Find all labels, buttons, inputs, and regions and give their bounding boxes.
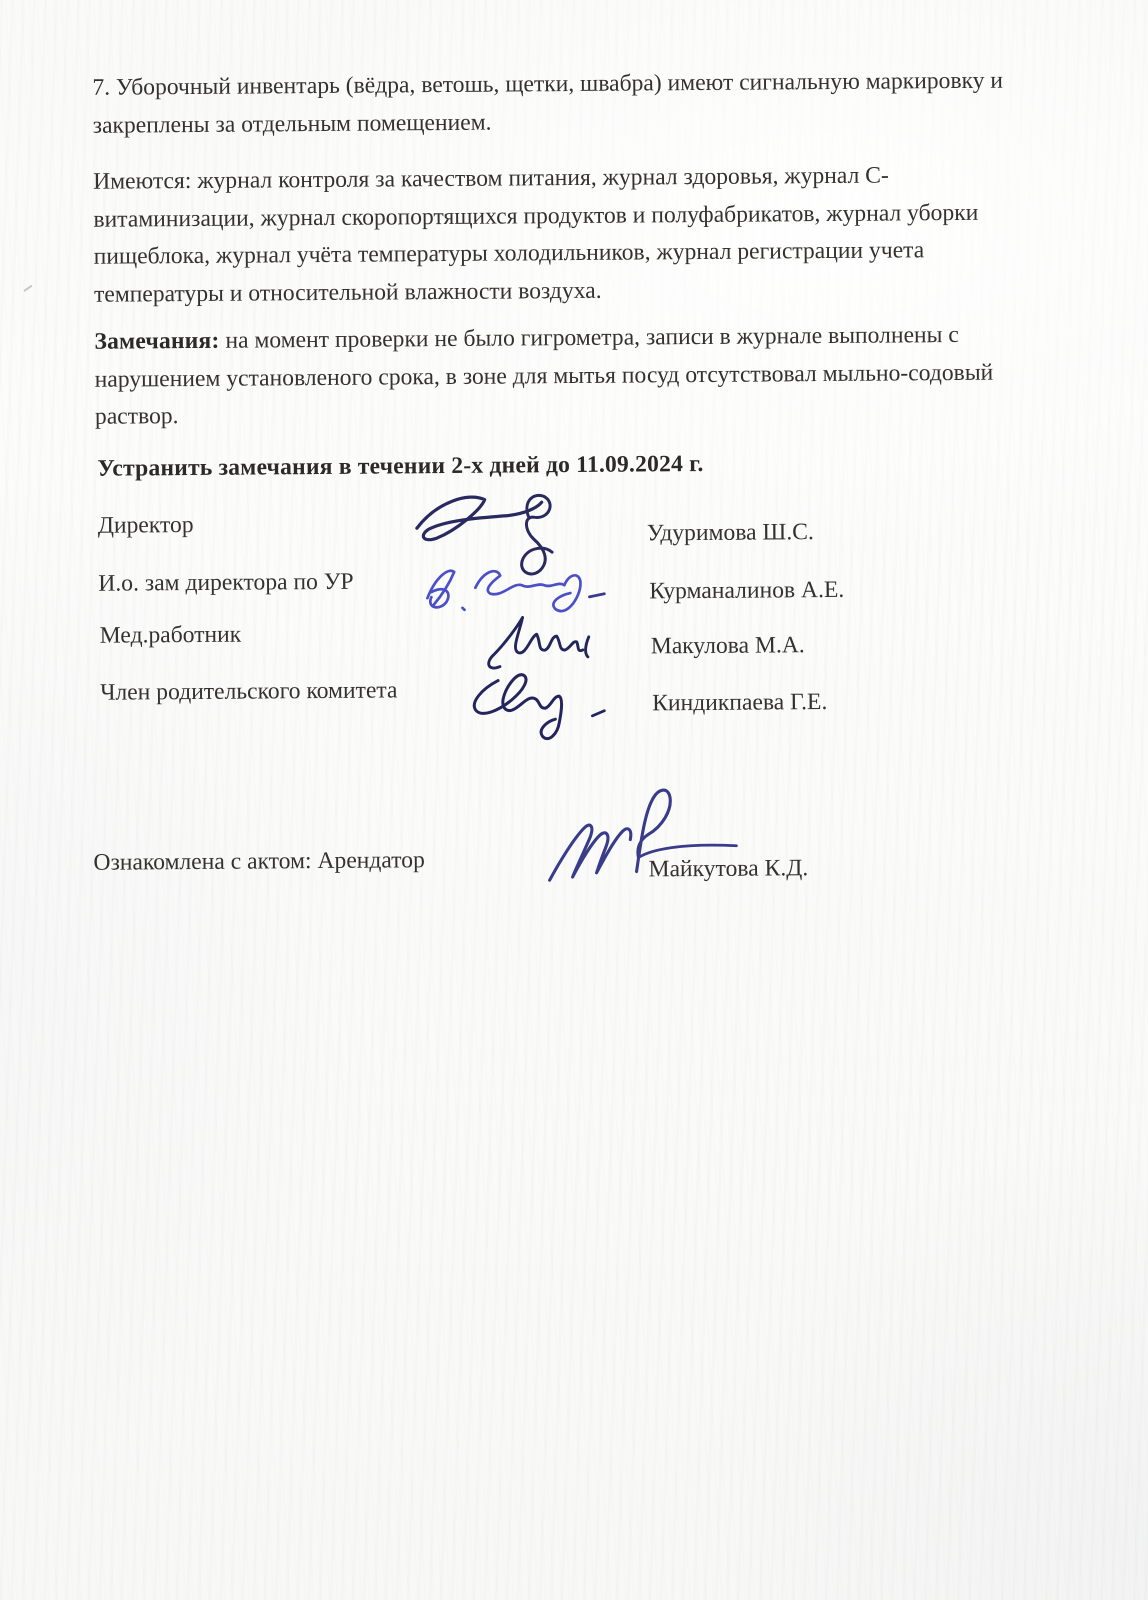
signatory-role: И.о. зам директора по УР (98, 568, 354, 597)
signatory-name: Макулова М.А. (650, 632, 805, 660)
signatory-name: Курманалинов А.Е. (649, 576, 845, 605)
paper-speck (23, 285, 32, 292)
signatory-role: Член родительского комитета (100, 677, 398, 706)
paragraph-item-7 (92, 63, 1003, 145)
signature-parent-committee (462, 652, 619, 745)
paragraph-remarks (94, 317, 993, 437)
acknowledgement-label: Ознакомлена с актом: Арендатор (93, 847, 425, 876)
remarks-label: Замечания: (94, 327, 220, 355)
paragraph-journals (93, 157, 979, 314)
signatory-name: Киндикпаева Г.Е. (652, 689, 828, 717)
signatory-role: Мед.работник (99, 621, 242, 649)
acknowledgement-name: Майкутова К.Д. (648, 855, 809, 883)
signatory-name: Удуримова Ш.С. (646, 519, 814, 547)
text-line: пищеблока, журнал учёта температуры холодильников, журнал регистрации учета (93, 237, 925, 270)
text-line: нарушением установленого срока, в зоне для мытья посуд отсутствовал мыльно-содовый (94, 359, 994, 393)
text-line: Имеются: журнал контроля за качеством питания, журнал здоровья, журнал С- (93, 162, 889, 195)
text-line: 7. Уборочный инвентарь (вёдра, ветошь, щетки, швабра) имеют сигнальную маркировку и (92, 67, 1004, 101)
text-line (94, 317, 993, 362)
text-line: раствор. (94, 403, 179, 430)
text-line: закреплены за отдельным помещением. (92, 109, 492, 139)
text-line: температуры и относительной влажности воздуха. (93, 277, 602, 308)
deadline-line: Устранить замечания в течении 2-х дней до 11.09.2024 г. (97, 450, 704, 482)
signatory-role: Директор (97, 511, 194, 539)
text-line: витаминизации, журнал скоропортящихся продуктов и полуфабрикатов, журнал уборки (93, 199, 979, 233)
remarks-first-line: на момент проверки не было гигрометра, записи в журнале выполнены с (219, 321, 959, 354)
